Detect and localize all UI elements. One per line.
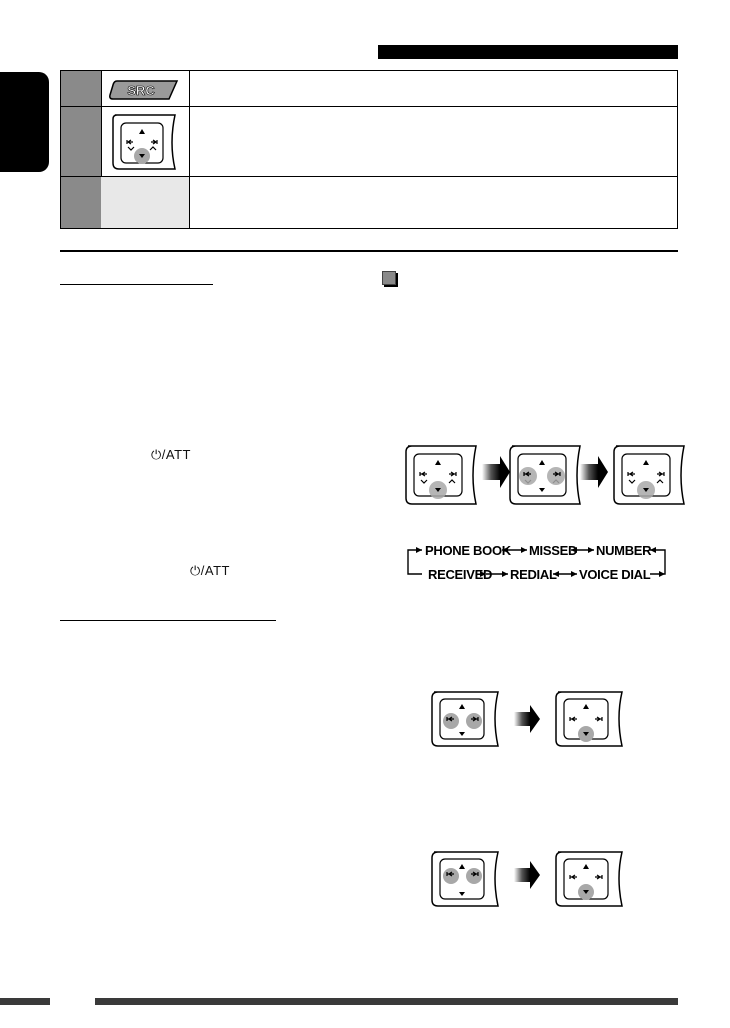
table-row bbox=[60, 106, 678, 177]
menu-item-received: RECEIVED bbox=[428, 567, 493, 582]
row-number-cell bbox=[61, 177, 102, 228]
row-number-cell bbox=[61, 107, 102, 176]
right-arrow-icon bbox=[514, 861, 540, 889]
att-button-label: ⏻/ATT bbox=[190, 563, 230, 578]
src-button-icon bbox=[101, 71, 189, 107]
control-dial-icon bbox=[101, 107, 189, 177]
dial-sequence-diagram bbox=[430, 688, 630, 752]
control-dial-icon bbox=[432, 852, 498, 906]
menu-item-phone-book: PHONE BOOK bbox=[425, 543, 511, 558]
row-icon-cell bbox=[101, 71, 190, 106]
control-dial-icon bbox=[614, 446, 684, 504]
section-heading-underline bbox=[60, 284, 213, 285]
src-button-label: SRC bbox=[127, 83, 155, 98]
table-row bbox=[60, 176, 678, 229]
menu-flow-diagram bbox=[400, 536, 675, 586]
control-dial-icon bbox=[556, 852, 622, 906]
footer-bar bbox=[95, 998, 678, 1005]
control-dial-icon bbox=[406, 446, 476, 504]
control-dial-icon bbox=[556, 692, 622, 746]
header-bar bbox=[378, 45, 678, 59]
right-arrow-icon bbox=[482, 456, 510, 488]
section-marker-icon bbox=[382, 271, 396, 285]
menu-item-redial: REDIAL bbox=[510, 567, 557, 582]
dial-sequence-diagram bbox=[400, 440, 690, 508]
footer-bar-left bbox=[0, 998, 50, 1005]
right-arrow-icon bbox=[514, 705, 540, 733]
section-heading-underline bbox=[60, 620, 276, 621]
menu-item-number: NUMBER bbox=[596, 543, 652, 558]
att-button-label: ⏻/ATT bbox=[151, 447, 191, 462]
row-icon-cell bbox=[101, 177, 190, 228]
control-dial-icon bbox=[510, 446, 580, 504]
menu-item-voice-dial: VOICE DIAL bbox=[579, 567, 651, 582]
dial-sequence-diagram bbox=[430, 848, 630, 912]
control-dial-icon bbox=[432, 692, 498, 746]
row-number-cell bbox=[61, 71, 102, 106]
right-arrow-icon bbox=[580, 456, 608, 488]
language-side-tab bbox=[0, 72, 49, 172]
row-icon-cell bbox=[101, 107, 190, 176]
menu-item-missed: MISSED bbox=[529, 543, 578, 558]
section-divider bbox=[60, 250, 678, 252]
table-row bbox=[60, 70, 678, 107]
